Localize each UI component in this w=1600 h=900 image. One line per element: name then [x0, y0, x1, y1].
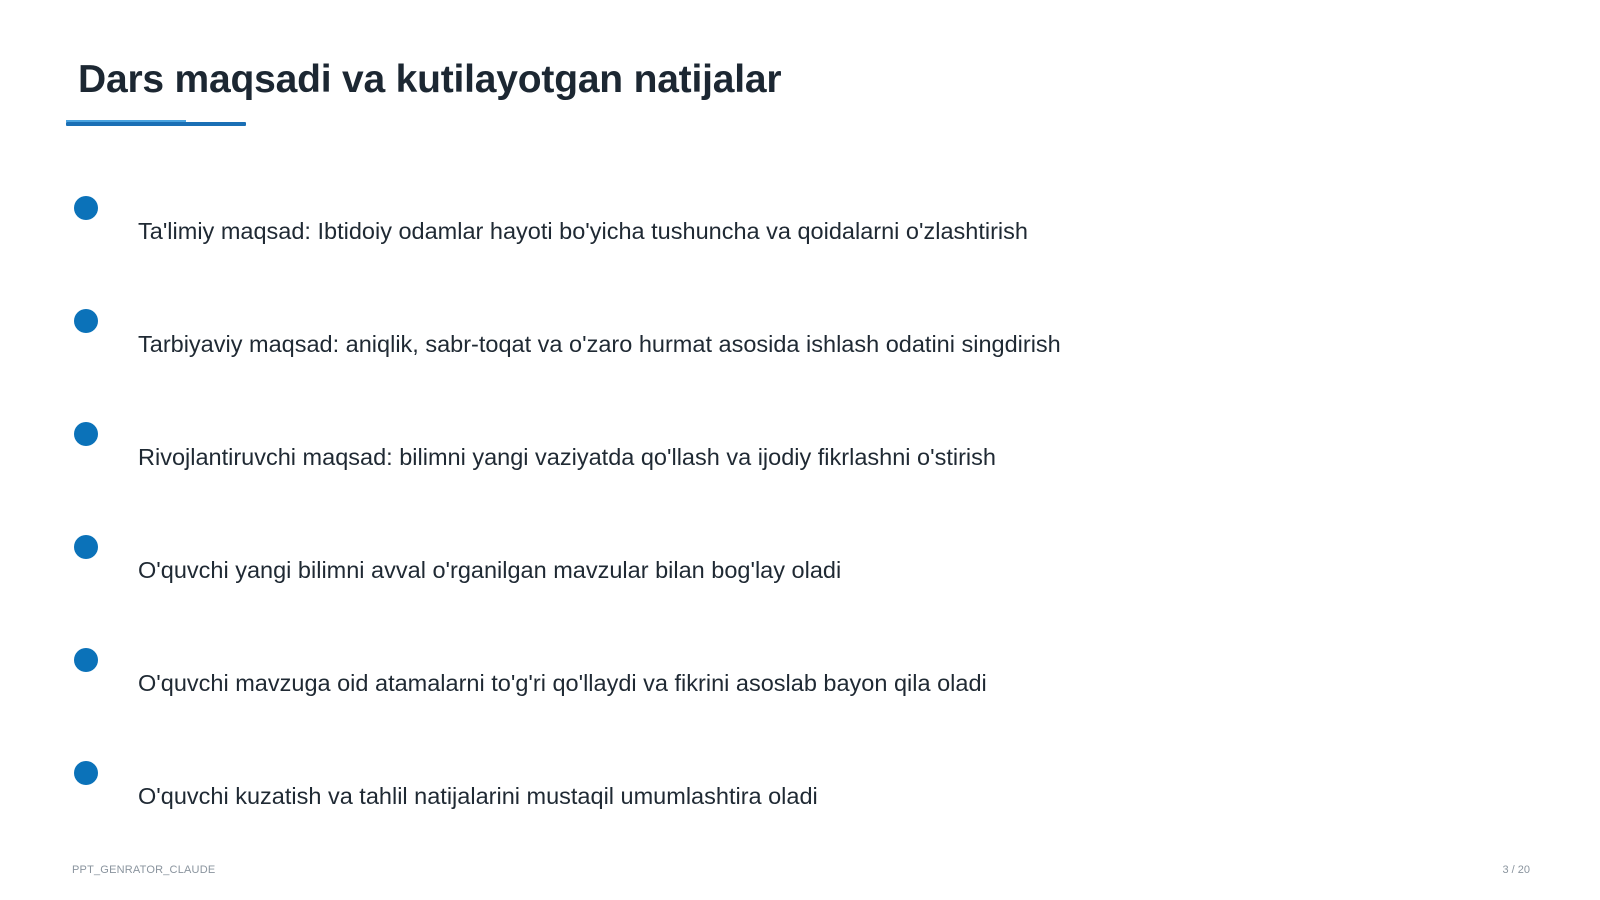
bullet-item: [0, 422, 1500, 482]
bullet-dot-icon: [74, 422, 98, 446]
bullet-dot-icon: [74, 196, 98, 220]
bullet-item: [0, 648, 1500, 708]
bullet-item: [0, 761, 1500, 821]
bullet-text: O'quvchi yangi bilimni avval o'rganilgan mavzular bilan bog'lay oladi: [138, 557, 842, 583]
footer-source: PPT_GENRATOR_CLAUDE: [72, 864, 216, 876]
bullet-text: Ta'limiy maqsad: Ibtidoiy odamlar hayoti bo'yicha tushuncha va qoidalarni o'zlashtirish: [138, 218, 1028, 244]
bullet-dot-icon: [74, 535, 98, 559]
bullet-text: O'quvchi kuzatish va tahlil natijalarini mustaqil umumlashtira oladi: [138, 783, 818, 809]
bullet-text: Tarbiyaviy maqsad: aniqlik, sabr-toqat va o'zaro hurmat asosida ishlash odatini singdirish: [138, 331, 1061, 357]
bullet-text: Rivojlantiruvchi maqsad: bilimni yangi vaziyatda qo'llash va ijodiy fikrlashni o'stirish: [138, 444, 996, 470]
bullet-dot-icon: [74, 761, 98, 785]
page-indicator: 3 / 20: [1502, 864, 1530, 876]
bullet-text: O'quvchi mavzuga oid atamalarni to'g'ri qo'llaydi va fikrini asoslab bayon qila oladi: [138, 670, 987, 696]
bullet-item: [0, 535, 1500, 595]
bullet-item: [0, 196, 1500, 256]
bullet-dot-icon: [74, 648, 98, 672]
title-underline: [66, 122, 246, 126]
bullet-item: [0, 309, 1500, 369]
slide-title: Dars maqsadi va kutilayotgan natijalar: [78, 58, 782, 101]
title-underline-accent: [66, 120, 186, 122]
bullet-dot-icon: [74, 309, 98, 333]
